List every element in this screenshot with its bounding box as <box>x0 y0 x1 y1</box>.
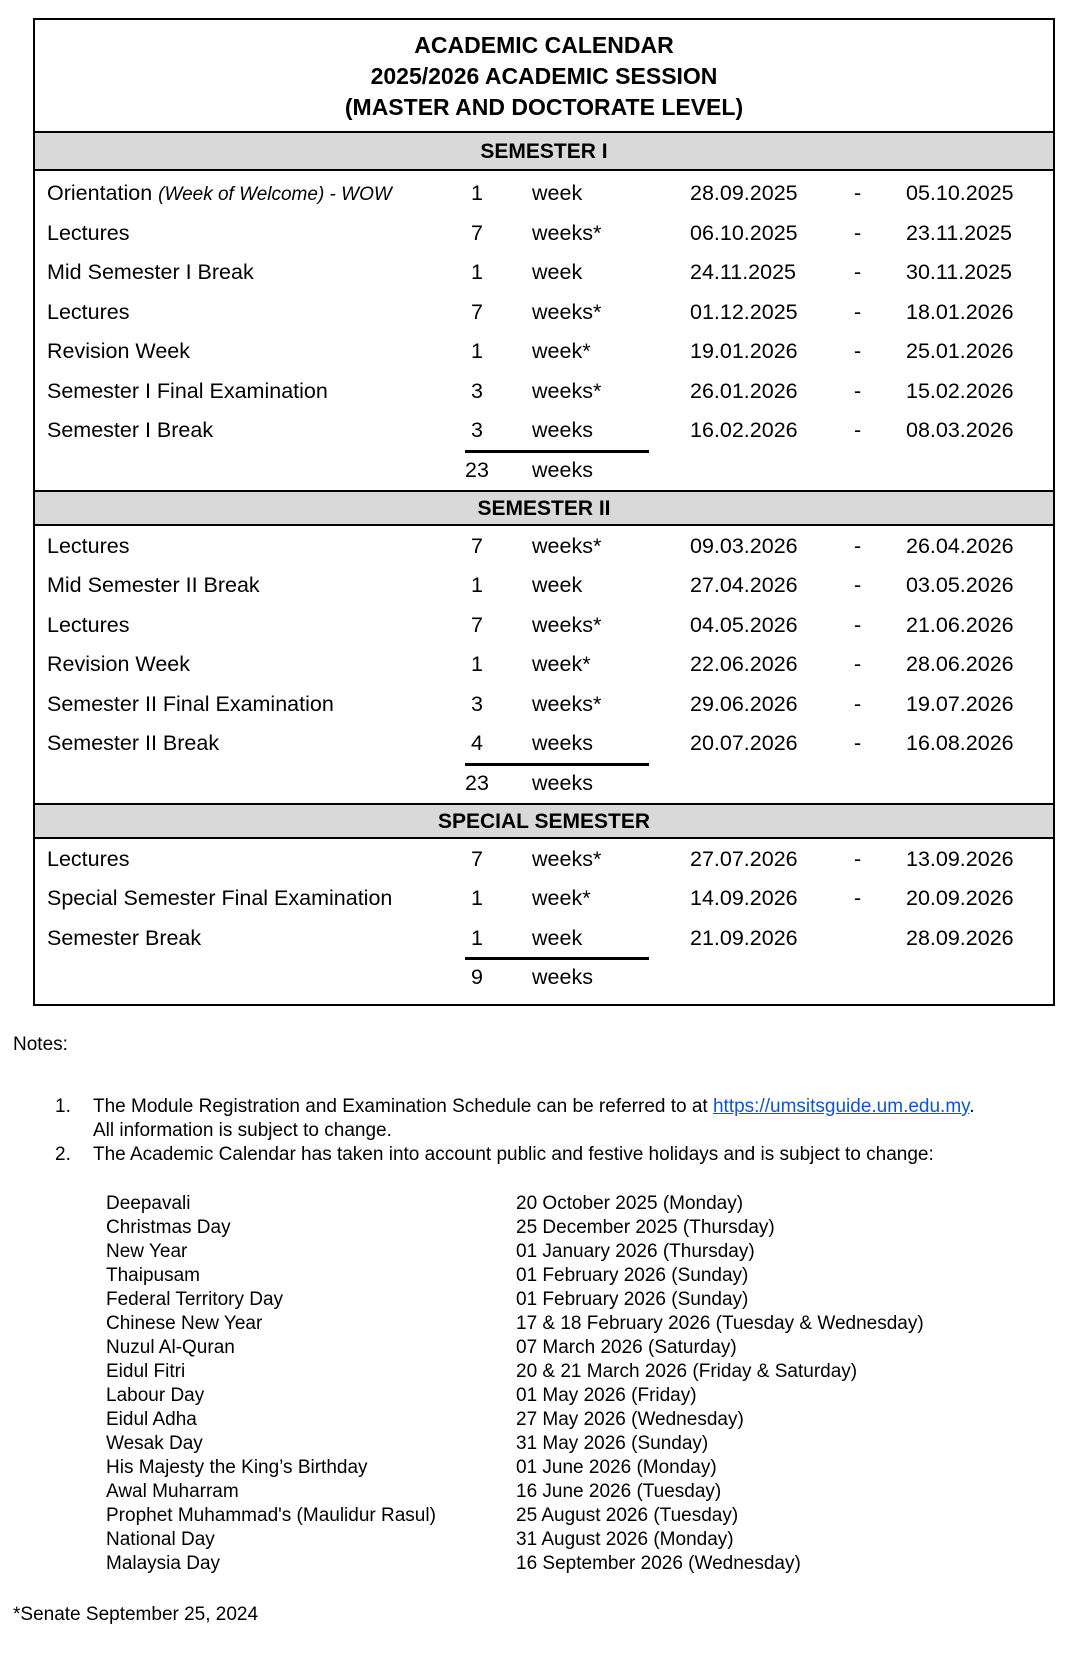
table-row <box>35 605 1053 645</box>
holiday-name: Wesak Day <box>106 1433 203 1454</box>
date-dash: - <box>854 573 862 597</box>
holiday-date: 01 January 2026 (Thursday) <box>516 1241 755 1262</box>
date-dash: - <box>854 220 862 245</box>
total-row <box>35 957 1053 997</box>
start-date: 22.06.2026 <box>690 652 798 676</box>
holiday-date: 25 December 2025 (Thursday) <box>516 1217 775 1238</box>
holiday-date: 01 May 2026 (Friday) <box>516 1385 697 1406</box>
date-dash: - <box>854 652 862 676</box>
holiday-date: 20 & 21 March 2026 (Friday & Saturday) <box>516 1361 858 1382</box>
activity-cell: Semester Break <box>47 925 202 950</box>
special-semester-header: SPECIAL SEMESTER <box>35 803 1053 839</box>
senate-footnote: *Senate September 25, 2024 <box>13 1604 259 1625</box>
start-date: 16.02.2026 <box>690 418 798 442</box>
note-1-number: 1. <box>55 1096 71 1117</box>
date-dash: - <box>854 731 862 755</box>
start-date: 14.09.2026 <box>690 886 798 910</box>
table-row <box>35 252 1053 292</box>
holiday-date: 16 June 2026 (Tuesday) <box>516 1481 722 1502</box>
activity-cell: Semester I Final Examination <box>47 378 328 403</box>
note-2 <box>55 1143 1075 1169</box>
academic-calendar-table <box>33 18 1055 1006</box>
start-date: 19.01.2026 <box>690 339 798 363</box>
total-unit: weeks <box>532 965 593 989</box>
end-date: 13.09.2026 <box>906 846 1014 871</box>
end-date: 21.06.2026 <box>906 612 1014 637</box>
holiday-name: Eidul Adha <box>106 1409 197 1430</box>
start-date: 24.11.2025 <box>690 260 797 284</box>
end-date: 20.09.2026 <box>906 886 1014 910</box>
note-1-line-2: All information is subject to change. <box>93 1120 392 1141</box>
duration-unit: weeks* <box>532 533 602 558</box>
start-date: 20.07.2026 <box>690 731 798 755</box>
duration-unit: weeks* <box>532 378 602 403</box>
total-unit: weeks <box>532 770 593 795</box>
note-1 <box>55 1095 1075 1145</box>
table-row <box>35 331 1053 371</box>
holiday-name: Awal Muharram <box>106 1481 239 1502</box>
start-date: 26.01.2026 <box>690 378 798 403</box>
note-1-text: The Module Registration and Examination Schedule can be referred to at https://umsitsguide.um.edu.my. <box>93 1096 975 1117</box>
duration-number: 3 <box>471 378 483 403</box>
end-date: 23.11.2025 <box>906 220 1013 245</box>
table-row <box>35 371 1053 411</box>
table-row <box>35 213 1053 253</box>
duration-number: 1 <box>471 925 483 950</box>
semester-1-header: SEMESTER I <box>35 133 1053 171</box>
holiday-date: 20 October 2025 (Monday) <box>516 1193 744 1214</box>
holiday-date: 01 February 2026 (Sunday) <box>516 1289 749 1310</box>
duration-unit: weeks* <box>532 846 602 871</box>
holiday-date: 07 March 2026 (Saturday) <box>516 1337 737 1358</box>
activity-cell: Special Semester Final Examination <box>47 886 393 910</box>
date-dash: - <box>854 378 862 403</box>
end-date: 15.02.2026 <box>906 378 1014 403</box>
table-row <box>35 839 1053 879</box>
duration-unit: week <box>532 925 583 950</box>
end-date: 03.05.2026 <box>906 573 1014 597</box>
duration-unit: week <box>532 181 583 205</box>
date-dash: - <box>854 612 862 637</box>
end-date: 05.10.2025 <box>906 181 1014 205</box>
semester-1-rows <box>35 171 1053 490</box>
activity-cell: Lectures <box>47 612 130 637</box>
duration-unit: weeks <box>532 731 593 755</box>
activity-cell: Revision Week <box>47 339 190 363</box>
holiday-name: Labour Day <box>106 1385 205 1406</box>
end-date: 08.03.2026 <box>906 418 1014 442</box>
end-date: 26.04.2026 <box>906 533 1014 558</box>
start-date: 27.04.2026 <box>690 573 798 597</box>
duration-unit: weeks* <box>532 612 602 637</box>
activity-cell: Semester II Break <box>47 731 220 755</box>
end-date: 19.07.2026 <box>906 691 1014 716</box>
note-2-text: The Academic Calendar has taken into account public and festive holidays and is subject to change: <box>93 1144 934 1165</box>
activity-cell: Revision Week <box>47 652 190 676</box>
duration-unit: weeks* <box>532 220 602 245</box>
total-unit: weeks <box>532 457 593 482</box>
semester-2-header: SEMESTER II <box>35 490 1053 526</box>
holiday-date: 25 August 2026 (Tuesday) <box>516 1505 739 1526</box>
duration-unit: week <box>532 573 583 597</box>
table-row <box>35 410 1053 450</box>
date-dash: - <box>854 533 862 558</box>
activity-cell: Mid Semester II Break <box>47 573 260 597</box>
semester-2-rows <box>35 526 1053 803</box>
table-row <box>35 723 1053 763</box>
total-number: 23 <box>465 770 489 795</box>
start-date: 27.07.2026 <box>690 846 798 871</box>
duration-number: 1 <box>471 181 483 205</box>
date-dash: - <box>854 886 862 910</box>
table-row <box>35 644 1053 684</box>
total-row <box>35 763 1053 803</box>
calendar-title <box>35 20 1053 133</box>
title-line-1: ACADEMIC CALENDAR <box>414 32 674 58</box>
umsitsguide-link[interactable]: https://umsitsguide.um.edu.my <box>712 1096 970 1117</box>
duration-number: 7 <box>471 533 483 558</box>
table-row <box>35 292 1053 332</box>
table-row <box>35 878 1053 918</box>
notes-label: Notes: <box>13 1034 68 1055</box>
activity-note: (Week of Welcome) - WOW <box>158 184 392 205</box>
table-row <box>35 565 1053 605</box>
start-date: 01.12.2025 <box>690 299 798 324</box>
date-dash: - <box>854 299 862 324</box>
holiday-name: Eidul Fitri <box>106 1361 186 1382</box>
start-date: 06.10.2025 <box>690 220 798 245</box>
table-row <box>35 918 1053 958</box>
holiday-name: Thaipusam <box>106 1265 200 1286</box>
duration-unit: week* <box>532 339 591 363</box>
holiday-date: 16 September 2026 (Wednesday) <box>516 1553 801 1574</box>
total-number: 23 <box>465 457 489 482</box>
holiday-date: 17 & 18 February 2026 (Tuesday & Wednesday) <box>516 1313 924 1334</box>
duration-number: 1 <box>471 573 483 597</box>
activity-cell: Lectures <box>47 846 130 871</box>
holiday-date: 01 February 2026 (Sunday) <box>516 1265 749 1286</box>
duration-number: 7 <box>471 299 483 324</box>
activity-cell: Lectures <box>47 533 130 558</box>
holiday-name: Federal Territory Day <box>106 1289 284 1310</box>
holiday-name: New Year <box>106 1241 188 1262</box>
table-row <box>35 173 1053 213</box>
end-date: 16.08.2026 <box>906 731 1014 755</box>
table-row <box>35 526 1053 566</box>
note-2-number: 2. <box>55 1144 71 1165</box>
duration-number: 1 <box>471 652 483 676</box>
holiday-name: Chinese New Year <box>106 1313 263 1334</box>
activity-cell: Semester II Final Examination <box>47 691 334 716</box>
duration-number: 1 <box>471 339 483 363</box>
total-number: 9 <box>471 965 483 989</box>
date-dash: - <box>854 846 862 871</box>
duration-unit: week* <box>532 652 591 676</box>
start-date: 09.03.2026 <box>690 533 798 558</box>
holiday-date: 31 May 2026 (Sunday) <box>516 1433 709 1454</box>
date-dash: - <box>854 418 862 442</box>
holiday-name: Malaysia Day <box>106 1553 221 1574</box>
date-dash: - <box>854 691 862 716</box>
start-date: 04.05.2026 <box>690 612 798 637</box>
date-dash: - <box>854 260 862 284</box>
activity-cell: Lectures <box>47 299 130 324</box>
holiday-name: National Day <box>106 1529 215 1550</box>
duration-number: 1 <box>471 886 483 910</box>
end-date: 28.06.2026 <box>906 652 1014 676</box>
holiday-name: Christmas Day <box>106 1217 231 1238</box>
holiday-name: Nuzul Al-Quran <box>106 1337 235 1358</box>
activity-cell: Mid Semester I Break <box>47 260 254 284</box>
duration-number: 1 <box>471 260 483 284</box>
duration-unit: week* <box>532 886 591 910</box>
special-semester-rows <box>35 839 1053 998</box>
end-date: 18.01.2026 <box>906 299 1014 324</box>
activity-cell: Orientation (Week of Welcome) - WOW <box>47 181 392 205</box>
holiday-name: Prophet Muhammad's (Maulidur Rasul) <box>106 1505 436 1526</box>
end-date: 30.11.2025 <box>906 260 1013 284</box>
date-dash: - <box>854 181 862 205</box>
duration-unit: week <box>532 260 583 284</box>
duration-number: 4 <box>471 731 483 755</box>
duration-number: 7 <box>471 612 483 637</box>
total-row <box>35 450 1053 490</box>
duration-number: 3 <box>471 418 483 442</box>
activity-cell: Semester I Break <box>47 418 214 442</box>
activity-cell: Lectures <box>47 220 130 245</box>
duration-unit: weeks* <box>532 299 602 324</box>
start-date: 21.09.2026 <box>690 925 798 950</box>
holiday-date: 27 May 2026 (Wednesday) <box>516 1409 744 1430</box>
start-date: 29.06.2026 <box>690 691 798 716</box>
end-date: 28.09.2026 <box>906 925 1014 950</box>
start-date: 28.09.2025 <box>690 181 798 205</box>
table-row <box>35 684 1053 724</box>
title-line-3: (MASTER AND DOCTORATE LEVEL) <box>344 94 744 120</box>
duration-unit: weeks <box>532 418 593 442</box>
holiday-date: 31 August 2026 (Monday) <box>516 1529 734 1550</box>
date-dash: - <box>854 339 862 363</box>
duration-number: 3 <box>471 691 483 716</box>
duration-number: 7 <box>471 846 483 871</box>
holiday-name: Deepavali <box>106 1193 191 1214</box>
duration-unit: weeks* <box>532 691 602 716</box>
end-date: 25.01.2026 <box>906 339 1014 363</box>
holiday-date: 01 June 2026 (Monday) <box>516 1457 717 1478</box>
title-line-2: 2025/2026 ACADEMIC SESSION <box>370 63 718 89</box>
holiday-name: His Majesty the King’s Birthday <box>106 1457 368 1478</box>
duration-number: 7 <box>471 220 483 245</box>
